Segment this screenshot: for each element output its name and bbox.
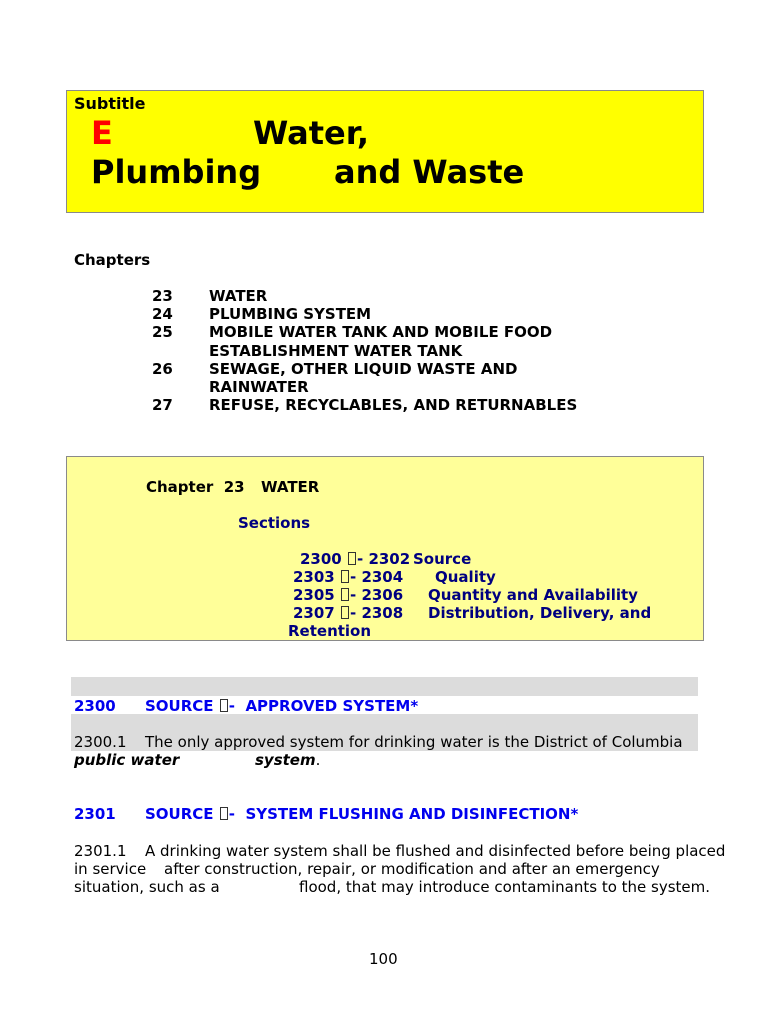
shading-band xyxy=(71,677,698,696)
para-2300-1-number: 2300.1 xyxy=(74,733,127,751)
chapter-title-cont: ESTABLISHMENT WATER TANK xyxy=(209,342,463,360)
chapter-label xyxy=(146,478,245,496)
chapters-heading: Chapters xyxy=(74,251,151,269)
chapter-title: WATER xyxy=(209,287,268,305)
section-title-text: SYSTEM FLUSHING AND DISINFECTION* xyxy=(245,805,579,823)
section-range: 2300 - 2302 xyxy=(300,550,411,568)
section-range: 2307 - 2308 xyxy=(293,604,404,622)
para-2300-1-emphasis-2: system xyxy=(255,751,316,769)
para-2301-1-line1: A drinking water system shall be flushed and disinfected before being placed xyxy=(145,842,726,860)
chapter-title: SEWAGE, OTHER LIQUID WASTE AND xyxy=(209,360,518,378)
section-to: 2308 xyxy=(361,604,404,622)
para-2300-1-text: The only approved system for drinking water is the District of Columbia xyxy=(145,733,683,751)
title-word-water: Water, xyxy=(253,114,369,152)
chapter-num: 25 xyxy=(152,323,173,341)
missing-glyph-icon xyxy=(220,807,228,820)
chapter-title-cont: RAINWATER xyxy=(209,378,309,396)
chapter-num: 23 xyxy=(152,287,173,305)
section-source-word: SOURCE xyxy=(145,697,214,715)
chapter-num: 27 xyxy=(152,396,173,414)
section-to: 2306 xyxy=(361,586,404,604)
section-from: 2303 xyxy=(293,568,335,586)
section-from: 2300 xyxy=(300,550,342,568)
chapter-num: 24 xyxy=(152,305,173,323)
missing-glyph-icon xyxy=(220,699,228,712)
section-2301-number: 2301 xyxy=(74,805,116,823)
para-2301-1-line3a: situation, such as a xyxy=(74,878,220,896)
subtitle-banner xyxy=(66,90,704,213)
chapter-title: MOBILE WATER TANK AND MOBILE FOOD xyxy=(209,323,553,341)
chapter-box-title: WATER xyxy=(261,478,320,496)
chapter-label-num: 23 xyxy=(223,478,245,496)
section-title-text: APPROVED SYSTEM* xyxy=(245,697,419,715)
section-to: 2302 xyxy=(368,550,411,568)
para-period: . xyxy=(315,751,321,769)
subtitle-letter: E xyxy=(91,114,113,152)
para-2301-1-line2b: after construction, repair, or modification and after an emergency xyxy=(164,860,660,878)
chapter-label-text: Chapter xyxy=(146,478,214,496)
para-2301-1-line3b: flood, that may introduce contaminants to the system. xyxy=(299,878,711,896)
section-title: Distribution, Delivery, and xyxy=(428,604,652,622)
section-2300-number: 2300 xyxy=(74,697,116,715)
section-2300-heading: SOURCE - APPROVED SYSTEM* xyxy=(145,697,419,715)
section-title-wrap: Retention xyxy=(288,622,372,640)
section-title: Quantity and Availability xyxy=(428,586,638,604)
missing-glyph-icon xyxy=(341,606,349,619)
section-source-word: SOURCE xyxy=(145,805,214,823)
para-2301-1-number: 2301.1 xyxy=(74,842,127,860)
title-word-plumbing: Plumbing xyxy=(91,153,262,191)
para-2300-1-emphasis: public water xyxy=(74,751,180,769)
section-range: 2305 - 2306 xyxy=(293,586,404,604)
missing-glyph-icon xyxy=(348,552,356,565)
chapter-num: 26 xyxy=(152,360,173,378)
para-2301-1-line2a: in service xyxy=(74,860,147,878)
section-range: 2303 - 2304 xyxy=(293,568,404,586)
section-2301-heading: SOURCE - SYSTEM FLUSHING AND DISINFECTION* xyxy=(145,805,579,823)
chapter-23-box xyxy=(66,456,704,641)
page-number: 100 xyxy=(369,950,398,968)
para-2300-1-end xyxy=(255,751,320,769)
missing-glyph-icon xyxy=(341,570,349,583)
chapter-title: PLUMBING SYSTEM xyxy=(209,305,372,323)
section-from: 2305 xyxy=(293,586,335,604)
section-title: Quality xyxy=(435,568,496,586)
chapter-title: REFUSE, RECYCLABLES, AND RETURNABLES xyxy=(209,396,578,414)
missing-glyph-icon xyxy=(341,588,349,601)
title-word-waste: and Waste xyxy=(334,153,525,191)
section-to: 2304 xyxy=(361,568,404,586)
section-title: Source xyxy=(413,550,472,568)
subtitle-label: Subtitle xyxy=(74,94,146,113)
sections-label: Sections xyxy=(238,514,311,532)
section-from: 2307 xyxy=(293,604,335,622)
